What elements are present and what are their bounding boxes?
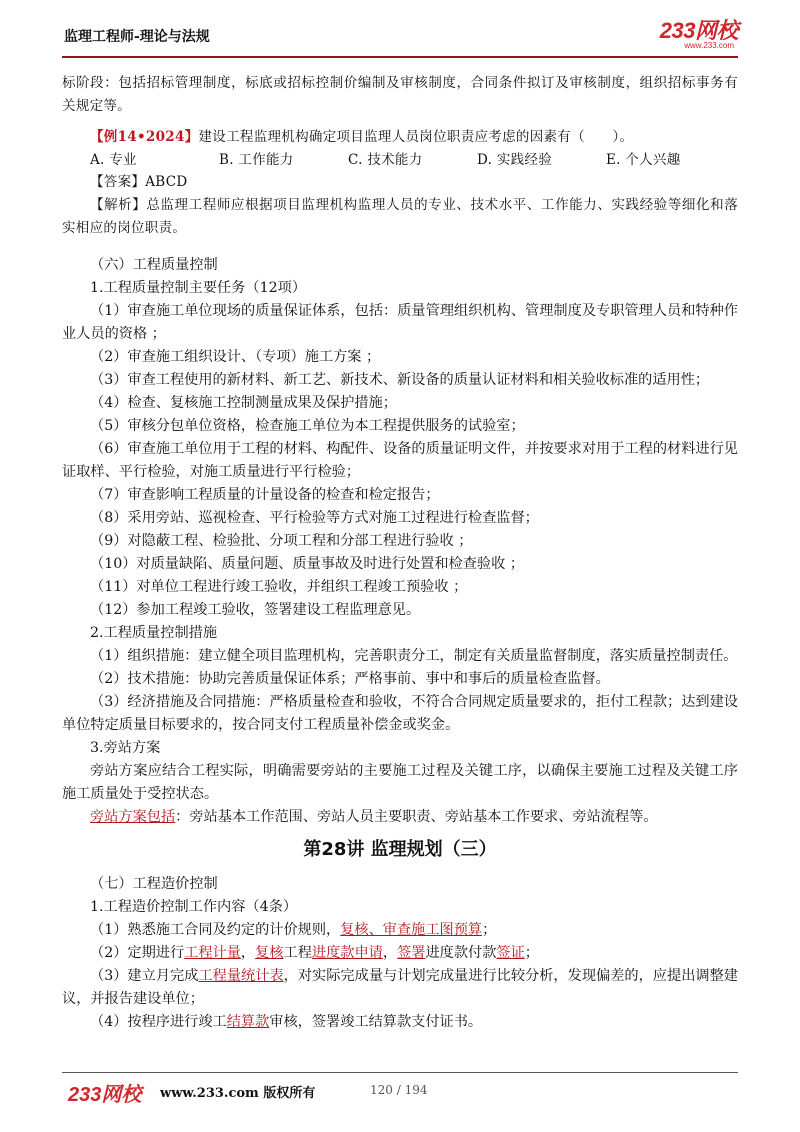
- answer-label: 【答案】: [90, 174, 146, 190]
- task-item: （5）审核分包单位资格，检查施工单位为本工程提供服务的试验室；: [90, 418, 525, 434]
- footer-divider: [62, 1072, 738, 1073]
- lecture-title: 第28讲 监理规划（三）: [303, 839, 497, 860]
- page-number: 120 / 194: [370, 1083, 428, 1097]
- text-run: 进度款付款: [425, 945, 497, 961]
- task-item: （7）审查影响工程质量的计量设备的检查和检定报告；: [90, 487, 440, 503]
- option-e: E. 个人兴趣: [606, 152, 681, 168]
- option-a: A. 专业: [90, 152, 137, 168]
- cost-item: [62, 942, 738, 965]
- section6-sub1: 1.工程质量控制主要任务（12项）: [90, 280, 307, 296]
- highlight-run: 工程计量: [184, 945, 241, 961]
- cost-item: [62, 1011, 738, 1034]
- plan-paragraph: 旁站方案应结合工程实际，明确需要旁站的主要施工过程及关键工序，以确保主要施工过程及关键工序施工质量处于受控状态。: [62, 763, 738, 802]
- measure-item: （1）组织措施：建立健全项目监理机构，完善职责分工，制定有关质量监督制度，落实质量控制责任。: [90, 648, 738, 664]
- plan-key-highlight: 旁站方案包括: [90, 809, 176, 825]
- footer-logo: 233网校: [68, 1084, 142, 1106]
- text-run: 审核，签署竣工结算款支付证书。: [269, 1014, 483, 1030]
- task-item: （2）审查施工组织设计、（专项）施工方案 ；: [90, 349, 381, 365]
- measure-item: （2）技术措施：协助完善质量保证体系；严格事前、事中和事后的质量检查监督。: [90, 671, 610, 687]
- task-item: （8）采用旁站、巡视检查、平行检验等方式对施工过程进行检查监督；: [90, 510, 539, 526]
- option-c: C. 技术能力: [348, 152, 423, 168]
- analysis-paragraph: [62, 194, 738, 240]
- measure-item: （3）经济措施及合同措施：严格质量检查和验收，不符合合同规定质量要求的，拒付工程款；达到建设单位特定质量目标要求的，按合同支付工程质量补偿金或奖金。: [62, 694, 738, 733]
- example-block: [62, 126, 738, 240]
- cost-item: [62, 965, 738, 1011]
- task-item: （11）对单位工程进行竣工验收，并组织工程竣工预验收 ；: [90, 579, 468, 595]
- question-text: 建设工程监理机构确定项目监理人员岗位职责应考虑的因素有（ ）。: [198, 129, 634, 145]
- highlight-run: 复核、审查施工图预算: [340, 922, 483, 938]
- answer-value: ABCD: [145, 174, 188, 190]
- text-run: ，: [240, 945, 256, 961]
- option-list: [62, 149, 738, 171]
- logo-url: www.233.com: [684, 41, 734, 50]
- text-run: （4）按程序进行竣工: [90, 1014, 227, 1030]
- highlight-run: 签署: [397, 945, 426, 961]
- highlight-run: 复核: [255, 945, 284, 961]
- page-header: [62, 18, 738, 52]
- header-title: 监理工程师-理论与法规: [64, 29, 210, 45]
- logo-text: 233网校: [659, 18, 738, 43]
- task-item: （1）审查施工单位现场的质量保证体系，包括：质量管理组织机构、管理制度及专职管理人员和特种作业人员的资格 ；: [62, 303, 738, 342]
- section6-heading: （六）工程质量控制: [90, 257, 218, 273]
- text-run: ；: [482, 922, 497, 938]
- section7-sub1: 1.工程造价控制工作内容（4条）: [90, 899, 298, 915]
- plan-includes: [62, 806, 738, 829]
- header-divider: [62, 56, 738, 58]
- text-run: ，: [382, 945, 398, 961]
- task-item: （12）参加工程竣工验收，签署建设工程监理意见。: [90, 602, 421, 618]
- example-tag: 【例14•2024】: [90, 129, 199, 145]
- text-run: 工程: [283, 945, 312, 961]
- text-run: （2）定期进行: [90, 945, 185, 961]
- section6-sub3: 3.旁站方案: [90, 740, 161, 756]
- highlight-run: 签证: [496, 945, 525, 961]
- task-item: （6）审查施工单位用于工程的材料、构配件、设备的质量证明文件，并按要求对用于工程的材料进行见证取样、平行检验，对施工质量进行平行检验；: [62, 441, 738, 480]
- highlight-run: 进度款申请: [311, 945, 383, 961]
- task-item: （10）对质量缺陷、质量问题、质量事故及时进行处置和检查验收 ；: [90, 556, 525, 572]
- task-item: （3）审查工程使用的新材料、新工艺、新技术、新设备的质量认证材料和相关验收标准的适用性；: [90, 372, 710, 388]
- highlight-run: 工程量统计表: [198, 968, 284, 984]
- intro-paragraph: 标阶段：包括招标管理制度，标底或招标控制价编制及审核制度，合同条件拟订及审核制度，组织招标事务有关规定等。: [62, 75, 738, 114]
- text-run: ；: [524, 945, 539, 961]
- brand-logo: [660, 20, 738, 50]
- task-item: （9）对隐蔽工程、检验批、分项工程和分部工程进行验收 ；: [90, 533, 473, 549]
- plan-rest: ：旁站基本工作范围、旁站人员主要职责、旁站基本工作要求、旁站流程等。: [175, 809, 658, 825]
- answer-line: [62, 171, 738, 194]
- section6-sub2: 2.工程质量控制措施: [90, 625, 218, 641]
- text-run: （3）建立月完成: [90, 968, 199, 984]
- text-run: ，对实际完成量与计划完成量进行比较分析，发现偏差的，应提出调整建议，并报告建设单位；: [62, 968, 738, 1007]
- example-question: [62, 126, 738, 149]
- analysis-label: 【解析】: [90, 197, 147, 213]
- footer-copyright: www.233.com 版权所有: [160, 1086, 316, 1101]
- option-b: B. 工作能力: [219, 152, 294, 168]
- cost-item: [62, 919, 738, 942]
- highlight-run: 结算款: [226, 1014, 270, 1030]
- option-d: D. 实践经验: [477, 152, 553, 168]
- section7-heading: （七）工程造价控制: [90, 876, 218, 892]
- text-run: （1）熟悉施工合同及约定的计价规则，: [90, 922, 341, 938]
- document-body: [62, 72, 738, 1034]
- analysis-text: 总监理工程师应根据项目监理机构监理人员的专业、技术水平、工作能力、实践经验等细化和落实相应的岗位职责。: [62, 197, 738, 236]
- task-item: （4）检查、复核施工控制测量成果及保护措施；: [90, 395, 397, 411]
